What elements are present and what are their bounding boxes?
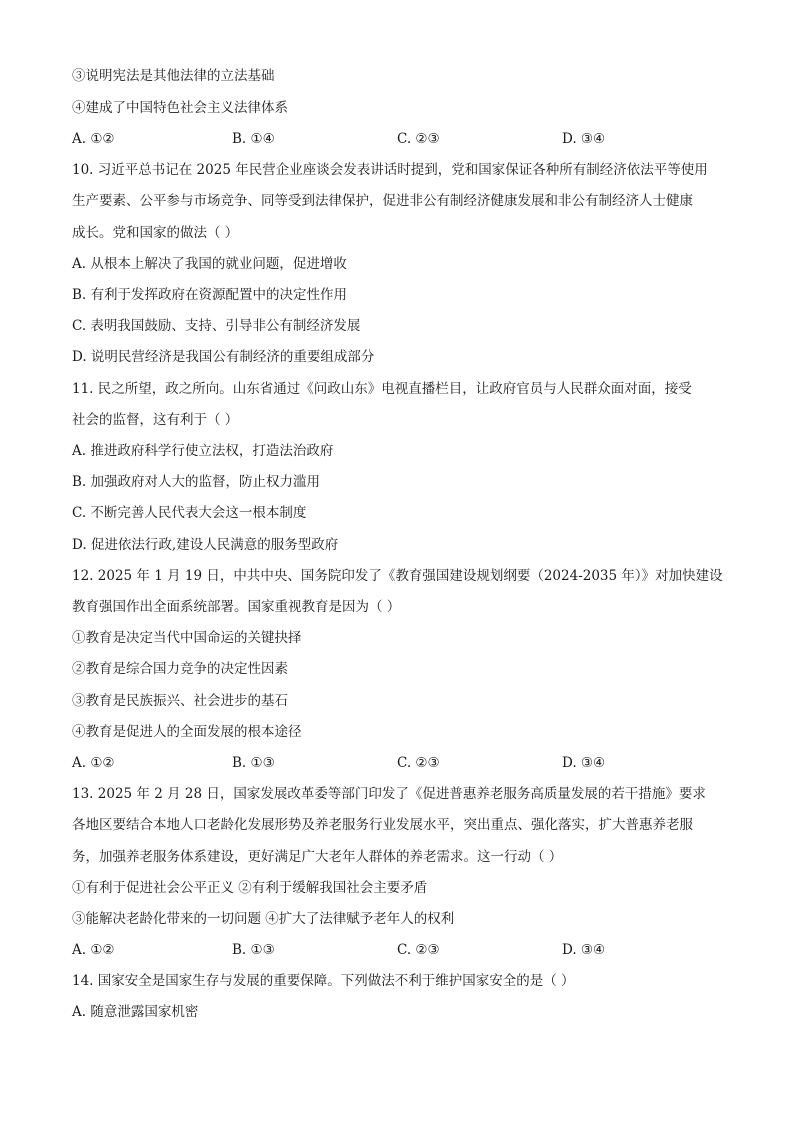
q13-option-b: B. ①③	[232, 942, 275, 958]
q12-stem-line-1: 12. 2025 年 1 月 19 日，中共中央、国务院印发了《教育强国建设规划纲要（2024-2035 年）》对加快建设	[72, 568, 723, 584]
q11-option-d: D. 促进依法行政,建设人民满意的服务型政府	[72, 537, 339, 553]
q9-options	[72, 129, 722, 149]
q12-option-c: C. ②③	[397, 755, 440, 771]
q13-stem-line-3: 务，加强养老服务体系建设，更好满足广大老年人群体的养老需求。这一行动（ ）	[72, 849, 563, 865]
q10-option-b: B. 有利于发挥政府在资源配置中的决定性作用	[72, 287, 348, 303]
q11-option-a: A. 推进政府科学行使立法权，打造法治政府	[72, 443, 334, 459]
q11-option-b: B. 加强政府对人大的监督，防止权力滥用	[72, 474, 321, 490]
q12-statement-3: ③教育是民族振兴、社会进步的基石	[72, 693, 288, 709]
q12-statement-4: ④教育是促进人的全面发展的根本途径	[72, 724, 302, 740]
q10-option-c: C. 表明我国鼓励、支持、引导非公有制经济发展	[72, 318, 361, 334]
q11-stem-line-2: 社会的监督，这有利于（ ）	[72, 412, 239, 428]
q13-stem-line-2: 各地区要结合本地人口老龄化发展形势及养老服务行业发展水平，突出重点、强化落实，扩大普惠养老服	[72, 817, 693, 833]
q11-stem-line-1: 11. 民之所望，政之所向。山东省通过《问政山东》电视直播栏目，让政府官员与人民群众面对面，接受	[72, 381, 692, 397]
q14-option-a: A. 随意泄露国家机密	[72, 1004, 199, 1020]
q13-option-a: A. ①②	[72, 942, 115, 958]
q9-option-d: D. ③④	[562, 131, 606, 147]
q10-stem-line-1: 10. 习近平总书记在 2025 年民营企业座谈会发表讲话时提到，党和国家保证各种所有制经济依法平等使用	[72, 162, 708, 178]
q12-statement-2: ②教育是综合国力竞争的决定性因素	[72, 661, 288, 677]
q13-statements-line-1: ①有利于促进社会公平正义 ②有利于缓解我国社会主要矛盾	[72, 880, 428, 896]
q9-statement-3: ③说明宪法是其他法律的立法基础	[72, 68, 275, 84]
q13-stem-line-1: 13. 2025 年 2 月 28 日，国家发展改革委等部门印发了《促进普惠养老服务高质量发展的若干措施》要求	[72, 786, 706, 802]
q12-option-a: A. ①②	[72, 755, 115, 771]
q10-stem-line-2: 生产要素、公平参与市场竞争、同等受到法律保护，促进非公有制经济健康发展和非公有制经济人士健康	[72, 193, 693, 209]
q13-option-c: C. ②③	[397, 942, 440, 958]
q9-statement-4: ④建成了中国特色社会主义法律体系	[72, 100, 288, 116]
q13-options	[72, 940, 722, 960]
q12-option-b: B. ①③	[232, 755, 275, 771]
q9-option-a: A. ①②	[72, 131, 115, 147]
q9-option-c: C. ②③	[397, 131, 440, 147]
q10-option-d: D. 说明民营经济是我国公有制经济的重要组成部分	[72, 349, 375, 365]
q13-option-d: D. ③④	[562, 942, 606, 958]
q10-stem-line-3: 成长。党和国家的做法（ ）	[72, 225, 239, 241]
q14-stem-line-1: 14. 国家安全是国家生存与发展的重要保障。下列做法不利于维护国家安全的是（ ）	[72, 973, 575, 989]
q10-option-a: A. 从根本上解决了我国的就业问题，促进增收	[72, 256, 347, 272]
q9-option-b: B. ①④	[232, 131, 275, 147]
q11-option-c: C. 不断完善人民代表大会这一根本制度	[72, 505, 307, 521]
q12-option-d: D. ③④	[562, 755, 606, 771]
q12-statement-1: ①教育是决定当代中国命运的关键抉择	[72, 630, 302, 646]
q13-statements-line-2: ③能解决老龄化带来的一切问题 ④扩大了法律赋予老年人的权利	[72, 911, 455, 927]
q12-stem-line-2: 教育强国作出全面系统部署。国家重视教育是因为（ ）	[72, 599, 401, 615]
q12-options	[72, 753, 722, 773]
